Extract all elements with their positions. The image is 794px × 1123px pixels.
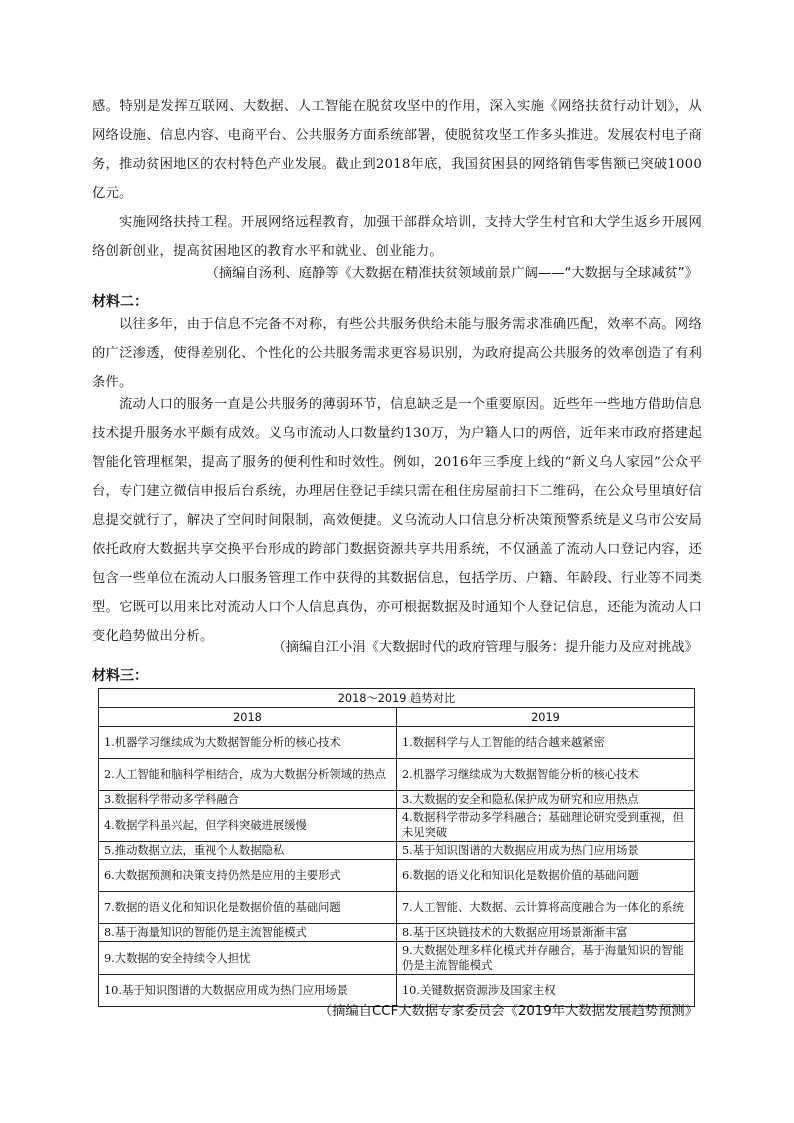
- table-row: [99, 791, 695, 809]
- table-row: [99, 809, 695, 842]
- cell-2019: 2.机器学习继续成为大数据智能分析的核心技术: [397, 759, 695, 791]
- material2-paragraph-2: 流动人口的服务一直是公共服务的薄弱环节，信息缺乏是一个重要原因。近些年一些地方借助信息技术提升服务水平颇有成效。义乌市流动人口数量约130万，为户籍人口的两倍，近年来市政府搭建起智能化管理框架，提高了服务的便利性和时效性。例如，2016年三季度上线的“新义乌人家园”公众平台，专门建立微信申报后台系统，办理居住登记手续只需在租住房屋前扫下二维码，在公众号里填好信息提交就行了，解决了空间时间限制，高效便捷。义乌流动人口信息分析决策预警系统是义乌市公安局依托政府大数据共享交换平台形成的跨部门数据资源共享共用系统，不仅涵盖了流动人口登记内容，还包含一些单位在流动人口服务管理工作中获得的其数据信息，包括学历、户籍、年龄段、行业等不同类型。它既可以用来比对流动人口个人信息真伪，亦可根据数据及时通知个人登记信息，还能为流动人口变化趋势做出分析。: [92, 397, 702, 644]
- cell-2018: 7.数据的语义化和知识化是数据价值的基础问题: [99, 892, 397, 924]
- cell-2018: 2.人工智能和脑科学相结合，成为大数据分析领域的热点: [99, 759, 397, 791]
- cell-2019: 8.基于区块链技术的大数据应用场景渐渐丰富: [397, 924, 695, 942]
- table-row: [99, 759, 695, 791]
- cell-2019: 7.人工智能、大数据、云计算将高度融合为一体化的系统: [397, 892, 695, 924]
- cell-2018: 9.大数据的安全持续令人担忧: [99, 942, 397, 975]
- material1-paragraph-1: 感。特别是发挥互联网、大数据、人工智能在脱贫攻坚中的作用，深入实施《网络扶贫行动计划》，从网络设施、信息内容、电商平台、公共服务方面系统部署，使脱贫攻坚工作多头推进。发展农村电子商务，推动贫困地区的农村特色产业发展。截止到2018年底，我国贫困县的网络销售零售额已突破1000亿元。: [92, 99, 702, 201]
- cell-2019: 10.关键数据资源涉及国家主权: [397, 975, 695, 1007]
- cell-2019: 1.数据科学与人工智能的结合越来越紧密: [397, 727, 695, 759]
- material3-heading: 材料三：: [92, 668, 148, 684]
- material2-paragraph-1: 以往多年，由于信息不完备不对称，有些公共服务供给未能与服务需求准确匹配，效率不高。网络的广泛渗透，使得差别化、个性化的公共服务需求更容易识别，为政府提高公共服务的效率创造了有利条件。: [92, 317, 702, 390]
- material3-source: （摘编自CCF大数据专家委员会《2019年大数据发展趋势预测》: [318, 1004, 698, 1019]
- cell-2018: 4.数据学科虽兴起，但学科突破进展缓慢: [99, 809, 397, 842]
- material2-source: （摘编自江小涓《大数据时代的政府管理与服务：提升能力及应对挑战》: [272, 640, 698, 655]
- table-row: [99, 727, 695, 759]
- material1-source: （摘编自汤利、庭静等《大数据在精准扶贫领域前景广阔——“大数据与全球减贫”》: [205, 266, 698, 281]
- trend-comparison-table: [98, 688, 695, 1007]
- cell-2018: 3.数据科学带动多学科融合: [99, 791, 397, 809]
- table-row: [99, 842, 695, 860]
- table-caption: 2018～2019 趋势对比: [99, 689, 695, 708]
- column-header-2019: 2019: [397, 708, 695, 727]
- cell-2018: 6.大数据预测和决策支持仍然是应用的主要形式: [99, 860, 397, 892]
- cell-2018: 10.基于知识图谱的大数据应用成为热门应用场景: [99, 975, 397, 1007]
- cell-2019: 4.数据科学带动多学科融合；基础理论研究受到重视，但未见突破: [397, 809, 695, 842]
- material1-paragraph-2: 实施网络扶持工程。开展网络远程教育，加强干部群众培训，支持大学生村官和大学生返乡开展网络创新创业，提高贫困地区的教育水平和就业、创业能力。: [92, 215, 702, 259]
- table-row: [99, 924, 695, 942]
- cell-2018: 8.基于海量知识的智能仍是主流智能模式: [99, 924, 397, 942]
- column-header-2018: 2018: [99, 708, 397, 727]
- table-row: [99, 860, 695, 892]
- table-row: [99, 942, 695, 975]
- cell-2019: 6.数据的语义化和知识化是数据价值的基础问题: [397, 860, 695, 892]
- cell-2018: 5.推动数据立法，重视个人数据隐私: [99, 842, 397, 860]
- cell-2019: 3.大数据的安全和隐私保护成为研究和应用热点: [397, 791, 695, 809]
- cell-2019: 5.基于知识图谱的大数据应用成为热门应用场景: [397, 842, 695, 860]
- cell-2019: 9.大数据处理多样化模式并存融合，基于海量知识的智能仍是主流智能模式: [397, 942, 695, 975]
- material2-heading: 材料二：: [92, 294, 148, 310]
- cell-2018: 1.机器学习继续成为大数据智能分析的核心技术: [99, 727, 397, 759]
- table-row: [99, 892, 695, 924]
